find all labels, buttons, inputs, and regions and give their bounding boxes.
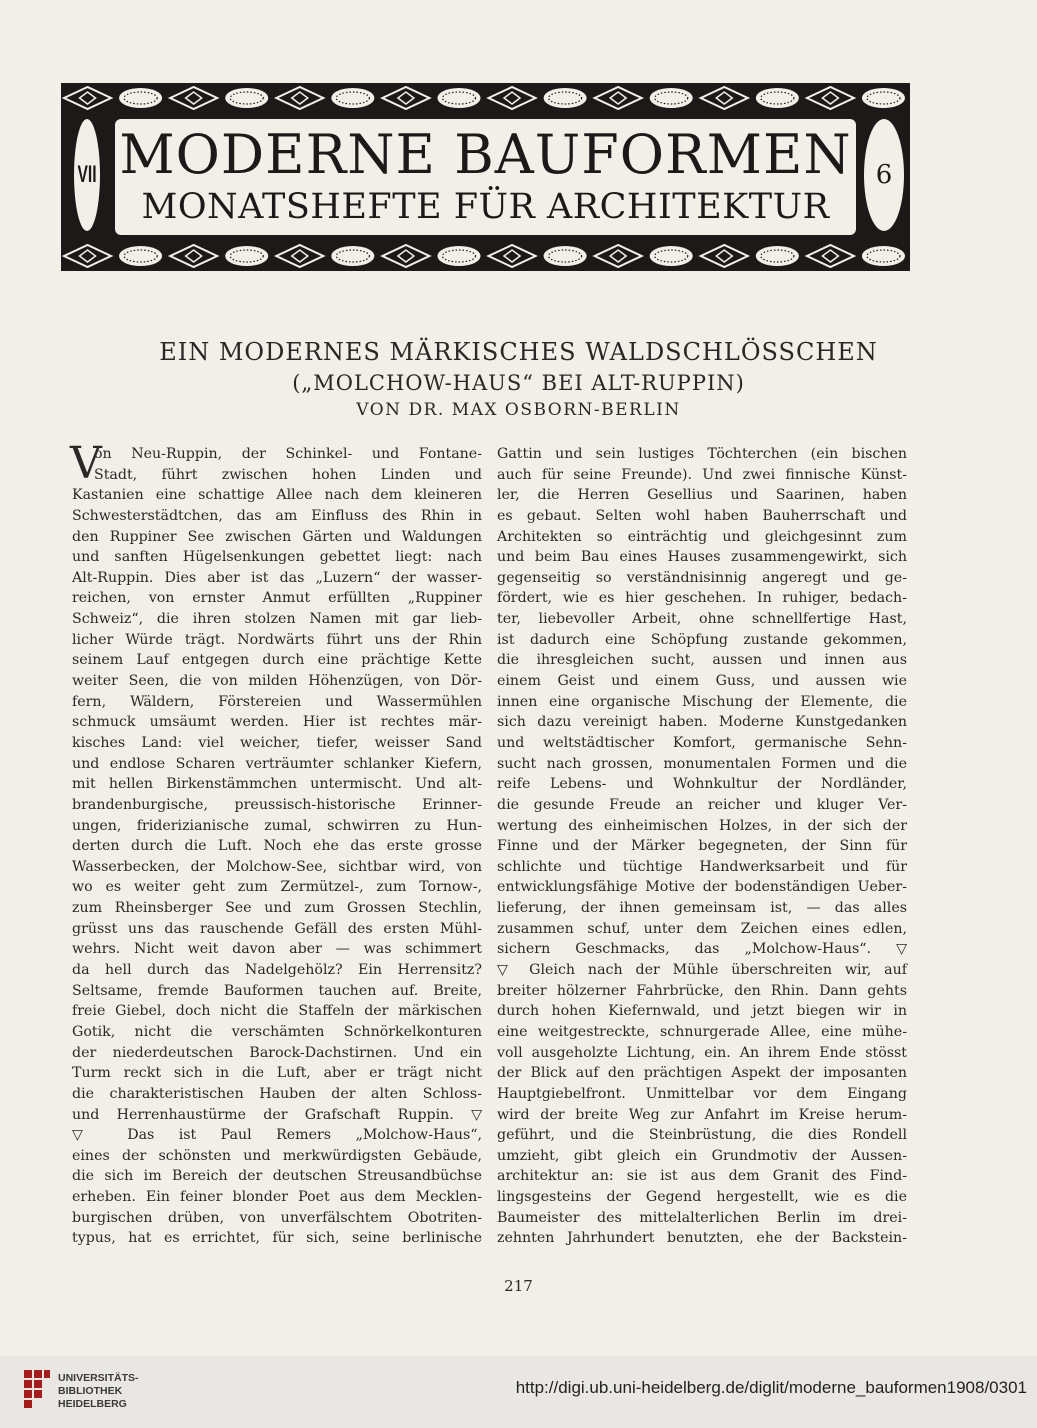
- text-line: Gattin und sein lustiges Töchterchen (ein bischen: [497, 446, 907, 462]
- text-line: innen eine organische Mischung der Elemente, die: [497, 693, 907, 710]
- text-line: sichern Geschmacks, das „Molchow-Haus“. ▽: [497, 941, 907, 958]
- text-line: reife Lebens- und Wohnkultur der Nordländer,: [497, 776, 907, 793]
- text-line: kisches Land: viel weicher, tiefer, weisser Sand: [72, 734, 482, 751]
- text-line: die charakteristischen Hauben der alten Schloss-: [72, 1085, 482, 1102]
- text-line: wo es weiter geht zum Zermützel-, zum Tornow-,: [72, 879, 482, 896]
- text-line: Seltsame, fremde Bauformen tauchen auf. Breite,: [72, 982, 482, 999]
- ornament-oval: [650, 88, 693, 108]
- text-line: fern, Wäldern, Förstereien und Wassermühlen: [72, 693, 482, 710]
- ornament-diamond: [807, 245, 854, 267]
- ornament-oval: [756, 246, 799, 266]
- text-line: derten durch die Luft. Noch ehe das erste grosse: [72, 838, 482, 855]
- text-line: Kastanien eine schattige Allee nach dem kleineren: [72, 487, 482, 504]
- text-line: ungen, friderizianische zumal, schwirren zu Hun-: [72, 817, 482, 834]
- text-line: schlichte und tüchtige Handwerksarbeit und für: [497, 858, 907, 875]
- text-line: grüsst uns das rauschende Gefäll des ersten Mühl-: [72, 920, 482, 937]
- ornament-diamond-inner: [186, 92, 202, 104]
- text-line: auch für seine Freunde). Und zwei finnische Künst-: [497, 466, 907, 483]
- ornament-diamond: [701, 87, 748, 109]
- footer-bar: [0, 1356, 1037, 1428]
- text-line: wird der breite Weg zur Anfahrt im Kreise herum-: [497, 1106, 907, 1123]
- text-line: zusammen schuf, unter dem Zeichen eines edlen,: [497, 920, 907, 937]
- text-line: zehnten Jahrhundert benutzten, ehe der Backstein-: [497, 1230, 907, 1247]
- ornament-oval: [650, 246, 693, 266]
- text-line: burgischen drüben, von unverfälschtem Obotriten-: [72, 1209, 482, 1226]
- text-line: reichen, von ernster Anmut erfüllten „Ruppiner: [72, 590, 482, 607]
- text-line: eine weitgestreckte, schnurgerade Allee, eine mühe-: [497, 1023, 907, 1040]
- ornament-diamond: [64, 87, 111, 109]
- ornament-diamond: [64, 245, 111, 267]
- text-line: gegenseitig so verständnisinnig angeregt und ge-: [497, 569, 907, 586]
- library-logo-icon: [22, 1368, 52, 1412]
- text-line: da hell durch das Nadelgehölz? Ein Herrensitz?: [72, 962, 482, 979]
- text-line: der niederdeutschen Barock-Dachstirnen. Und ein: [72, 1044, 482, 1061]
- text-line: on Neu-Ruppin, der Schinkel- und Fontane-: [94, 446, 482, 462]
- ornament-oval: [331, 246, 374, 266]
- ornament-diamond-inner: [504, 92, 520, 104]
- ornament-oval: [544, 88, 587, 108]
- ornament-diamond-inner: [822, 250, 838, 262]
- ornament-oval: [225, 88, 268, 108]
- text-line: Wasserbecken, der Molchow-See, sichtbar wird, von: [72, 858, 482, 875]
- ornament-diamond-inner: [398, 92, 414, 104]
- text-line: wertung des einheimischen Holzes, in der sich der: [497, 817, 907, 834]
- ornament-oval: [862, 88, 905, 108]
- ornament-diamond: [382, 245, 429, 267]
- text-line: seinem Lauf entgegen durch eine prächtige Kette: [72, 652, 482, 669]
- text-line: Alt-Ruppin. Dies aber ist das „Luzern“ der wasser-: [72, 569, 482, 586]
- ornament-bottom-svg: [61, 241, 910, 271]
- text-line: ▽ Gleich nach der Mühle überschreiten wir, auf: [497, 962, 907, 979]
- text-line: erheben. Ein feiner blonder Poet aus dem Mecklen-: [72, 1189, 482, 1206]
- text-line: umzieht, gibt gleich ein Grundmotiv der Aussen-: [497, 1147, 907, 1164]
- ornament-diamond: [701, 245, 748, 267]
- ornament-diamond-inner: [822, 92, 838, 104]
- volume-oval: [74, 119, 100, 231]
- library-name-line: BIBLIOTHEK: [58, 1385, 123, 1397]
- text-column-right: [497, 444, 907, 1249]
- text-line: Baumeister des mittelalterlichen Berlin im drei-: [497, 1209, 907, 1226]
- ornament-diamond-inner: [716, 250, 732, 262]
- ornament-diamond: [595, 245, 642, 267]
- ornament-diamond: [276, 245, 323, 267]
- source-url-link[interactable]: http://digi.ub.uni-heidelberg.de/diglit/moderne_bauformen1908/0301: [515, 1378, 1027, 1397]
- ornament-diamond-inner: [398, 250, 414, 262]
- text-line: entwicklungsfähige Motive der bodenständigen Ueber-: [497, 879, 907, 896]
- ornament-diamond: [170, 245, 217, 267]
- text-line: Hauptgiebelfront. Unmittelbar vor dem Eingang: [497, 1085, 907, 1102]
- text-line: Turm reckt sich in die Luft, aber er trägt nicht: [72, 1065, 482, 1082]
- text-line: ler, die Herren Gesellius und Saarinen, haben: [497, 487, 907, 504]
- text-line: Gotik, nicht die verschämten Schnörkelkonturen: [72, 1023, 482, 1040]
- text-line: breiter hölzerner Fahrbrücke, den Rhin. Dann gehts: [497, 982, 907, 999]
- library-name: [58, 1372, 139, 1411]
- ornament-oval: [119, 88, 162, 108]
- ornament-oval: [119, 246, 162, 266]
- text-line: Finne und der Märker begegneten, der Sinn für: [497, 838, 907, 855]
- text-line: sich dazu vereinigt haben. Moderne Kunstgedanken: [497, 714, 907, 731]
- text-line: es gebaut. Selten wohl haben Bauherrschaft und: [497, 507, 907, 524]
- drop-cap: V: [70, 438, 102, 489]
- text-line: zum Rheinsberger See und zum Grossen Stechlin,: [72, 900, 482, 917]
- ornament-diamond: [807, 87, 854, 109]
- text-line: ist dadurch eine Schöpfung zustande gekommen,: [497, 631, 907, 648]
- page-number: 217: [504, 1277, 533, 1295]
- text-line: und sanften Hügelsenkungen gebettet liegt: nach: [72, 549, 482, 566]
- text-line: Schwesterstädtchen, das am Einfluss des Rhin in: [72, 507, 482, 524]
- ornament-diamond-inner: [80, 92, 96, 104]
- text-line: den Ruppiner See zwischen Gärten und Waldungen: [72, 528, 482, 545]
- ornament-oval: [437, 88, 480, 108]
- text-line: und weltstädtischer Komfort, germanische Sehn-: [497, 734, 907, 751]
- ornament-diamond-inner: [292, 92, 308, 104]
- magazine-title: MODERNE BAUFORMEN: [119, 123, 852, 186]
- ornament-oval: [544, 246, 587, 266]
- text-line: lieferung, der ihnen gemeinsam ist, — das alles: [497, 900, 907, 917]
- library-name-line: UNIVERSITÄTS-: [58, 1372, 139, 1384]
- text-line: sucht nach grossen, monumentalen Formen und die: [497, 755, 907, 772]
- text-line: einem Geist und einem Guss, und aussen wie: [497, 673, 907, 690]
- text-line: lingsgesteins der Gegend hergestellt, wie es die: [497, 1189, 907, 1206]
- ornament-oval: [437, 246, 480, 266]
- ornament-oval: [225, 246, 268, 266]
- masthead: [61, 83, 910, 271]
- ornament-diamond: [276, 87, 323, 109]
- title-panel: [115, 119, 856, 235]
- text-line: ter, liebevoller Arbeit, ohne schnellfertige Hast,: [497, 611, 907, 628]
- text-line: und Herrenhaustürme der Grafschaft Ruppin. ▽: [72, 1106, 482, 1123]
- ornament-oval: [331, 88, 374, 108]
- ornament-diamond: [382, 87, 429, 109]
- text-line: der Blick auf den prächtigen Aspekt der imposanten: [497, 1065, 907, 1082]
- text-line: licher Würde trägt. Nordwärts führt uns der Rhin: [72, 631, 482, 648]
- issue-oval: [864, 119, 904, 231]
- text-line: und endlose Scharen verträumter schlanker Kiefern,: [72, 755, 482, 772]
- issue-number: 6: [875, 160, 893, 190]
- text-line: ▽ Das ist Paul Remers „Molchow-Haus“,: [72, 1127, 482, 1144]
- text-column-left: [70, 438, 482, 1249]
- text-line: mit hellen Birkenstämmchen untermischt. Und alt-: [72, 776, 482, 793]
- ornament-diamond: [489, 87, 536, 109]
- text-line: Schweiz“, die ihren stolzen Namen mit gar lieb-: [72, 611, 482, 628]
- ornament-diamond-inner: [504, 250, 520, 262]
- text-line: die sich im Bereich der deutschen Streusandbüchse: [72, 1168, 482, 1185]
- ornament-diamond-inner: [610, 250, 626, 262]
- text-line: Stadt, führt zwischen hohen Linden und: [94, 466, 482, 483]
- ornament-diamond: [595, 87, 642, 109]
- article-byline: VON DR. MAX OSBORN-BERLIN: [356, 400, 681, 420]
- ornament-top-svg: [61, 83, 910, 113]
- ornament-diamond-inner: [610, 92, 626, 104]
- ornament-band-top: [61, 83, 910, 113]
- text-line: wehrs. Nicht weit davon aber — was schimmert: [72, 941, 482, 958]
- ornament-diamond: [170, 87, 217, 109]
- text-line: die ihresgleichen sucht, aussen und innen aus: [497, 652, 907, 669]
- ornament-oval: [862, 246, 905, 266]
- text-line: freie Giebel, doch nicht die Staffeln der märkischen: [72, 1003, 482, 1020]
- text-line: die gesunde Freude an reicher und kluger Ver-: [497, 796, 907, 813]
- text-line: voll ausgeholzte Lichtung, ein. An ihrem Ende stösst: [497, 1044, 907, 1061]
- text-line: architektur an: sie ist aus dem Granit des Find-: [497, 1168, 907, 1185]
- magazine-subtitle: MONATSHEFTE FÜR ARCHITEKTUR: [141, 187, 830, 227]
- ornament-diamond-inner: [716, 92, 732, 104]
- ornament-diamond-inner: [292, 250, 308, 262]
- text-line: geführt, und die Steinbrüstung, die dies Rondell: [497, 1127, 907, 1144]
- text-line: und beim Bau eines Hauses zusammengewirkt, sich: [497, 549, 907, 566]
- text-line: brandenburgische, preussisch-historische Erinner-: [72, 796, 482, 813]
- article-subheading: („MOLCHOW-HAUS“ BEI ALT-RUPPIN): [292, 371, 745, 395]
- text-line: Architekten so einträchtig und gleichgesinnt zum: [497, 528, 907, 545]
- ornament-band-bottom: [61, 241, 910, 271]
- text-line: fördert, wie es hier geschehen. In ruhiger, bedach-: [497, 590, 907, 607]
- ornament-diamond-inner: [186, 250, 202, 262]
- text-line: durch hohen Kiefernwald, und jetzt biegen wir in: [497, 1003, 907, 1020]
- text-line: eines der schönsten und merkwürdigsten Gebäude,: [72, 1147, 482, 1164]
- library-name-line: HEIDELBERG: [58, 1398, 127, 1410]
- article-heading: EIN MODERNES MÄRKISCHES WALDSCHLÖSSCHEN: [159, 338, 878, 366]
- text-line: typus, hat es errichtet, für sich, seine berlinische: [72, 1230, 482, 1247]
- ornament-diamond: [489, 245, 536, 267]
- text-line: schmuck umsäumt werden. Hier ist rechtes mär-: [72, 714, 482, 731]
- volume-number: VII: [77, 161, 97, 188]
- ornament-diamond-inner: [80, 250, 96, 262]
- ornament-oval: [756, 88, 799, 108]
- text-line: weiter Seen, die von milden Höhenzügen, von Dör-: [72, 673, 482, 690]
